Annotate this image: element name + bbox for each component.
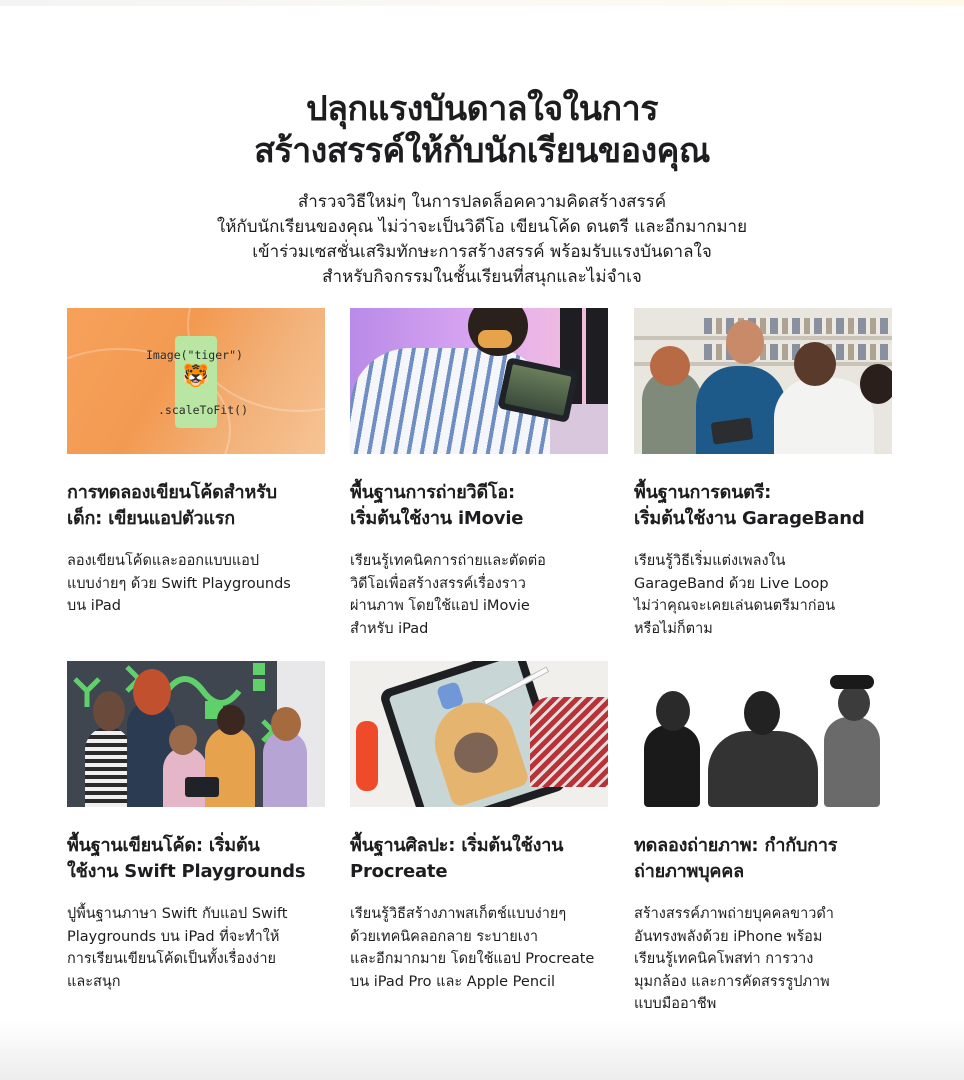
- session-card-procreate[interactable]: [350, 661, 612, 993]
- session-card-garageband[interactable]: [634, 308, 896, 640]
- photo-child-head: [271, 707, 301, 741]
- session-description: สร้างสรรค์ภาพถ่ายบุคคลขาวดำ อันทรงพลังด้วย iPhone พร้อม เรียนรู้เทคนิคโพสท่า การวาง มุมกล้อง และการคัดสรรรูปภาพ แบบมืออาชีพ: [634, 906, 834, 1012]
- photo-child-head: [169, 725, 197, 755]
- bottom-gradient: [0, 1020, 964, 1080]
- top-gradient-strip: [0, 0, 964, 6]
- hero-section: [0, 88, 964, 290]
- photo-ipad-screen: [504, 364, 571, 416]
- session-card-swift-playgrounds[interactable]: [67, 661, 329, 993]
- session-title[interactable]: พื้นฐานศิลปะ: เริ่มต้นใช้งาน Procreate: [350, 835, 564, 882]
- session-thumbnail-garageband[interactable]: [634, 308, 892, 454]
- photo-model-left: [644, 725, 700, 807]
- code-snippet-bottom: .scaleToFit(): [158, 403, 249, 417]
- photo-child-head: [133, 669, 171, 715]
- session-title[interactable]: พื้นฐานการดนตรี: เริ่มต้นใช้งาน GarageBand: [634, 482, 865, 529]
- photo-child: [85, 727, 131, 807]
- session-description: ปูพื้นฐานภาษา Swift กับแอป Swift Playgrounds บน iPad ที่จะทำให้ การเรียนเขียนโค้ดเป็นทั้งเรื่องง่าย และสนุก: [67, 906, 288, 990]
- session-thumbnail-coding[interactable]: [67, 308, 325, 454]
- photo-person-mask: [478, 330, 512, 348]
- photo-model-right-head: [838, 685, 870, 721]
- photo-person-edge-head: [860, 364, 892, 404]
- session-title[interactable]: การทดลองเขียนโค้ดสำหรับ เด็ก: เขียนแอปตัวแรก: [67, 482, 277, 529]
- session-description: เรียนรู้วิธีเริ่มแต่งเพลงใน GarageBand ด้วย Live Loop ไม่ว่าคุณจะเคยเล่นดนตรีมาก่อน หรือไม่ก็ตาม: [634, 553, 836, 637]
- session-title[interactable]: ทดลองถ่ายภาพ: กำกับการ ถ่ายภาพบุคคล: [634, 835, 838, 882]
- session-thumbnail-procreate[interactable]: [350, 661, 608, 807]
- session-thumbnail-portrait[interactable]: [634, 661, 892, 807]
- page-subtitle: สำรวจวิธีใหม่ๆ ในการปลดล็อคความคิดสร้างสรรค์ ให้กับนักเรียนของคุณ ไม่ว่าจะเป็นวิดีโอ เขียนโค้ด ดนตรี และอีกมากมาย เข้าร่วมเซสชั่นเสริมทักษะการสร้างสรรค์ พร้อมรับแรงบันดาลใจ สำหรับกิจกรรมในชั้นเรียนที่สนุกและไม่จำเจ: [216, 192, 748, 287]
- session-card-coding-kids[interactable]: [67, 308, 329, 618]
- session-title[interactable]: พื้นฐานเขียนโค้ด: เริ่มต้น ใช้งาน Swift Playgrounds: [67, 835, 306, 882]
- photo-model-left-head: [656, 691, 690, 731]
- code-snippet-top: Image("tiger"): [146, 348, 243, 362]
- session-card-portrait-photo[interactable]: [634, 661, 896, 1016]
- page-title: ปลุกแรงบันดาลใจในการ สร้างสรรค์ให้กับนักเรียนของคุณ: [254, 89, 710, 171]
- session-card-imovie[interactable]: [350, 308, 612, 640]
- photo-model-hat: [830, 675, 874, 689]
- photo-sleeve-right: [530, 697, 608, 787]
- photo-person-teacher-head: [726, 320, 764, 364]
- session-title[interactable]: พื้นฐานการถ่ายวิดีโอ: เริ่มต้นใช้งาน iMovie: [350, 482, 524, 529]
- session-description: ลองเขียนโค้ดและออกแบบแอป แบบง่ายๆ ด้วย Swift Playgrounds บน iPad: [67, 553, 291, 614]
- photo-background-person: [586, 308, 608, 404]
- session-description: เรียนรู้วิธีสร้างภาพสเก็ตช์แบบง่ายๆ ด้วยเทคนิคลอกลาย ระบายเงา และอีกมากมาย โดยใช้แอป Procreate บน iPad Pro และ Apple Pencil: [350, 906, 595, 990]
- photo-person-right-head: [794, 342, 836, 386]
- photo-person-left-head: [650, 346, 690, 386]
- photo-sleeve-left: [356, 721, 378, 791]
- photo-child: [263, 731, 307, 807]
- photo-model-center: [708, 731, 818, 807]
- session-thumbnail-swift[interactable]: [67, 661, 325, 807]
- photo-child-head: [93, 691, 125, 731]
- photo-child-head: [217, 705, 245, 735]
- tiger-emoji-icon: 🐯: [182, 364, 210, 389]
- photo-ipad: [185, 777, 219, 797]
- session-thumbnail-imovie[interactable]: [350, 308, 608, 454]
- photo-model-right: [824, 717, 880, 807]
- photo-model-center-head: [744, 691, 780, 735]
- photo-person-right: [774, 378, 874, 454]
- session-description: เรียนรู้เทคนิคการถ่ายและตัดต่อ วิดีโอเพื่อสร้างสรรค์เรื่องราว ผ่านภาพ โดยใช้แอป iMovie สำหรับ iPad: [350, 553, 546, 637]
